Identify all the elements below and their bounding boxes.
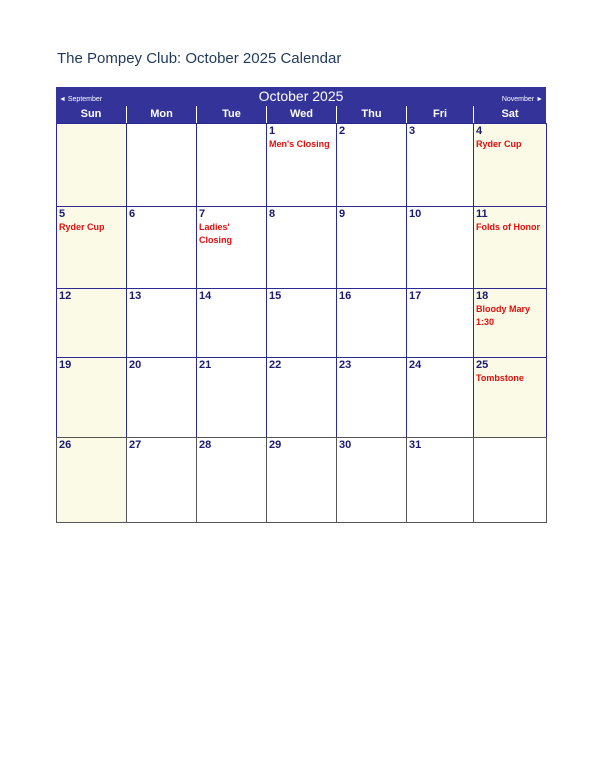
day-cell-15[interactable] — [266, 288, 337, 358]
day-number: 16 — [339, 290, 352, 302]
day-number: 4 — [476, 125, 483, 137]
day-cell-11[interactable] — [473, 206, 547, 289]
day-number: 17 — [409, 290, 422, 302]
day-number: 7 — [199, 208, 206, 220]
day-cell-10[interactable] — [406, 206, 474, 289]
day-cell-6[interactable] — [126, 206, 197, 289]
day-number: 22 — [269, 359, 282, 371]
day-number: 27 — [129, 439, 142, 451]
month-title: October 2025 — [258, 88, 344, 104]
day-number: 11 — [476, 208, 488, 220]
day-number: 30 — [339, 439, 352, 451]
next-month-link[interactable]: November ► — [501, 96, 543, 103]
day-number: 2 — [339, 125, 346, 137]
day-cell-21[interactable] — [196, 357, 267, 438]
day-cell-8[interactable] — [266, 206, 337, 289]
day-cell-17[interactable] — [406, 288, 474, 358]
day-number: 24 — [409, 359, 422, 371]
day-cell-1[interactable] — [266, 123, 337, 207]
calendar-event[interactable]: Men's Closing — [269, 139, 330, 149]
day-number: 31 — [409, 439, 422, 451]
calendar-header — [56, 87, 546, 106]
day-number: 5 — [59, 208, 66, 220]
day-cell-31[interactable] — [406, 437, 474, 523]
day-number: 1 — [269, 125, 276, 137]
day-cell-25[interactable] — [473, 357, 547, 438]
day-number: 9 — [339, 208, 346, 220]
day-cell-4[interactable] — [473, 123, 547, 207]
day-cell-22[interactable] — [266, 357, 337, 438]
day-number: 23 — [339, 359, 352, 371]
day-cell-2[interactable] — [336, 123, 407, 207]
empty-day-cell[interactable] — [196, 123, 267, 207]
day-number: 6 — [129, 208, 136, 220]
day-number: 26 — [59, 439, 72, 451]
day-cell-24[interactable] — [406, 357, 474, 438]
day-cell-30[interactable] — [336, 437, 407, 523]
day-number: 15 — [269, 290, 282, 302]
calendar-event[interactable]: Ladies' Closing — [199, 222, 232, 245]
day-number: 21 — [199, 359, 212, 371]
day-cell-7[interactable] — [196, 206, 267, 289]
empty-day-cell[interactable] — [126, 123, 197, 207]
day-number: 18 — [476, 290, 489, 302]
day-cell-28[interactable] — [196, 437, 267, 523]
day-number: 10 — [409, 208, 422, 220]
calendar-event[interactable]: Ryder Cup — [476, 139, 522, 149]
calendar-event[interactable]: Tombstone — [476, 373, 524, 383]
day-cell-27[interactable] — [126, 437, 197, 523]
day-cell-26[interactable] — [56, 437, 127, 523]
day-number: 8 — [269, 208, 276, 220]
calendar — [56, 87, 546, 522]
weekday-sat: Sat — [473, 106, 546, 123]
day-number: 28 — [199, 439, 212, 451]
weekday-thu: Thu — [336, 106, 406, 123]
prev-month-link[interactable]: ◄ September — [59, 96, 103, 103]
weekday-tue: Tue — [196, 106, 266, 123]
empty-day-cell[interactable] — [473, 437, 547, 523]
day-number: 20 — [129, 359, 142, 371]
day-number: 14 — [199, 290, 212, 302]
day-cell-13[interactable] — [126, 288, 197, 358]
day-cell-9[interactable] — [336, 206, 407, 289]
weekday-mon: Mon — [126, 106, 196, 123]
day-cell-18[interactable] — [473, 288, 547, 358]
day-number: 12 — [59, 290, 72, 302]
calendar-grid — [56, 123, 546, 522]
day-cell-16[interactable] — [336, 288, 407, 358]
calendar-event[interactable]: Bloody Mary 1:30 — [476, 304, 531, 327]
calendar-event[interactable]: Ryder Cup — [59, 222, 105, 232]
day-number: 13 — [129, 290, 142, 302]
day-cell-14[interactable] — [196, 288, 267, 358]
day-cell-19[interactable] — [56, 357, 127, 438]
day-number: 29 — [269, 439, 282, 451]
day-number: 25 — [476, 359, 489, 371]
day-number: 19 — [59, 359, 72, 371]
weekday-sun: Sun — [80, 108, 102, 120]
page-title: The Pompey Club: October 2025 Calendar — [57, 50, 342, 67]
weekday-wed: Wed — [266, 106, 336, 123]
day-cell-20[interactable] — [126, 357, 197, 438]
day-cell-29[interactable] — [266, 437, 337, 523]
weekday-fri: Fri — [406, 106, 473, 123]
day-cell-12[interactable] — [56, 288, 127, 358]
day-cell-3[interactable] — [406, 123, 474, 207]
calendar-event[interactable]: Folds of Honor — [476, 222, 540, 232]
weekday-header-row — [56, 106, 546, 123]
day-cell-23[interactable] — [336, 357, 407, 438]
day-cell-5[interactable] — [56, 206, 127, 289]
day-number: 3 — [409, 125, 416, 137]
empty-day-cell[interactable] — [56, 123, 127, 207]
